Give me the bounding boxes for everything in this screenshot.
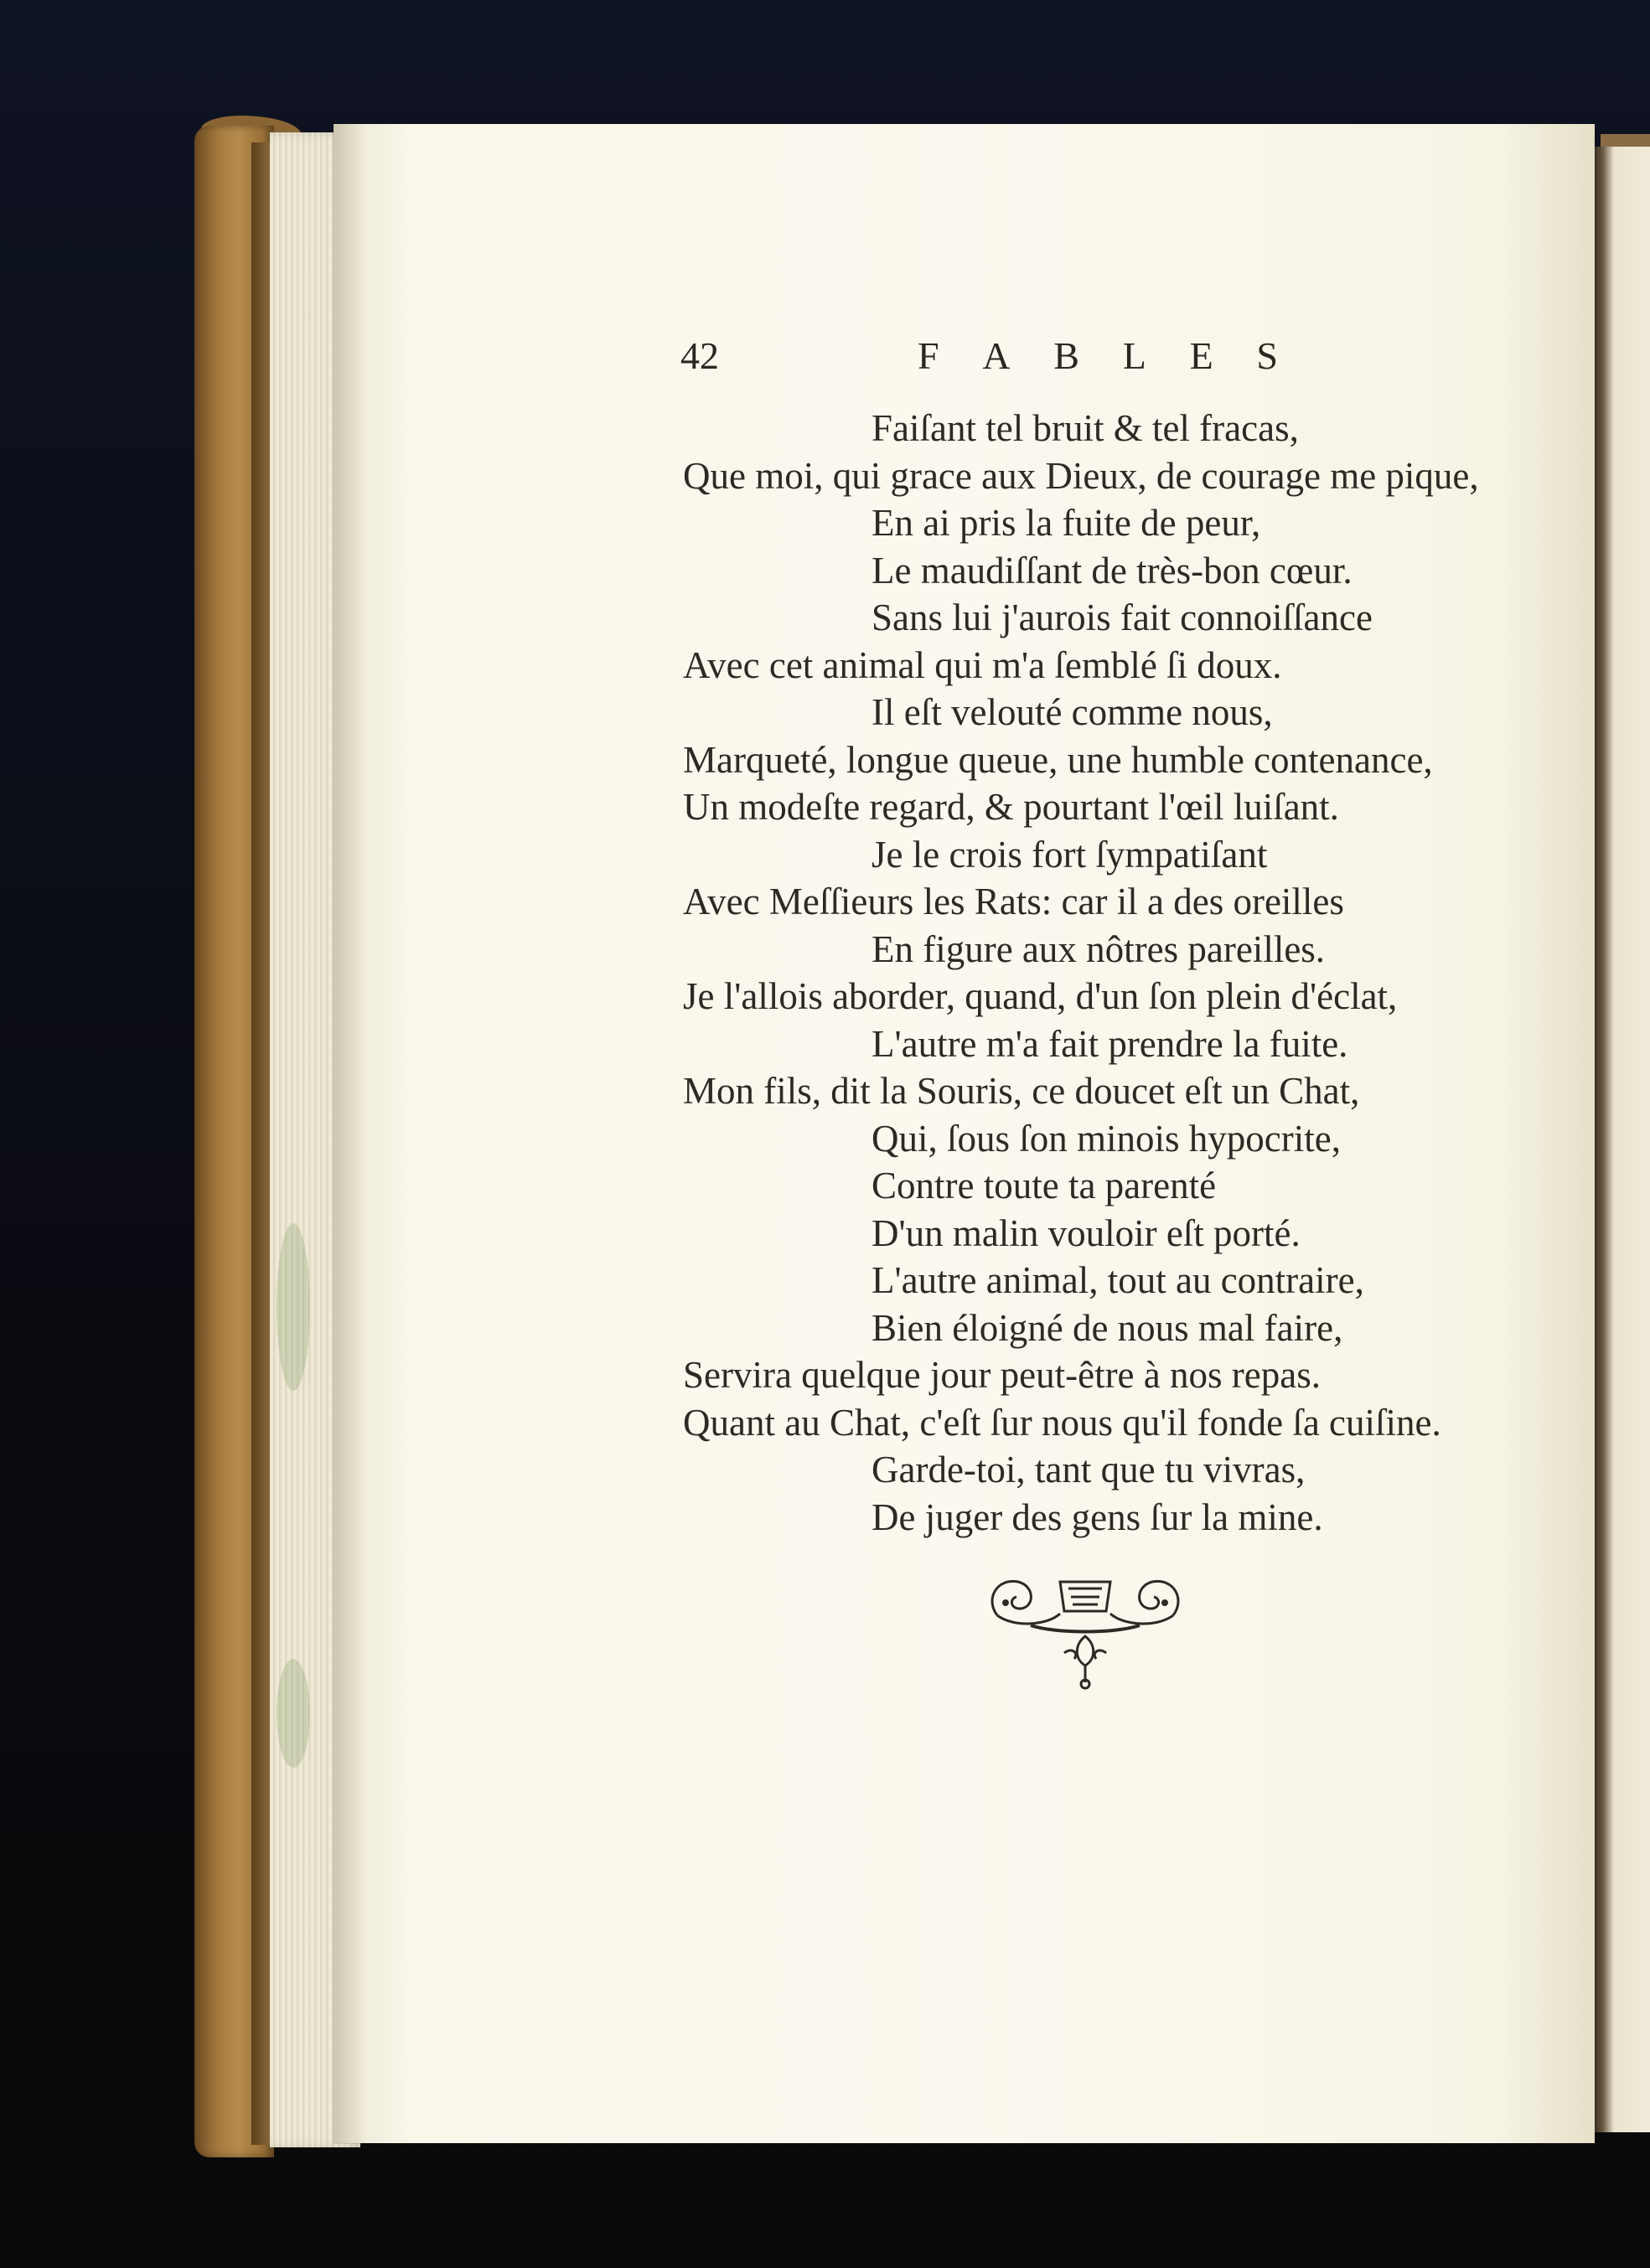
verse-line: Marqueté, longue queue, une humble contenance, [683, 738, 1433, 781]
facing-page-edge [1595, 147, 1650, 2132]
verse-line: L'autre animal, tout au contraire, [872, 1259, 1364, 1301]
verse-line: Bien éloigné de nous mal faire, [872, 1306, 1343, 1349]
verse-line: En ai pris la fuite de peur, [872, 502, 1261, 544]
verse-line: D'un malin vouloir eſt porté. [872, 1211, 1301, 1254]
page-number: 42 [680, 334, 719, 377]
verse-line: Je le crois fort ſympatiſant [872, 833, 1268, 876]
verse-line: Que moi, qui grace aux Dieux, de courage me pique, [683, 454, 1479, 497]
verse-line: Qui, ſous ſon minois hypocrite, [872, 1117, 1341, 1160]
verse-line: En figure aux nôtres pareilles. [872, 927, 1326, 970]
verse-line: Je l'allois aborder, quand, d'un ſon plein d'éclat, [683, 975, 1398, 1017]
verse-line: Quant au Chat, c'eſt ſur nous qu'il fonde ſa cuiſine. [683, 1401, 1441, 1444]
verse-line: Servira quelque jour peut-être à nos repas. [683, 1354, 1321, 1396]
verse-line: De juger des gens ſur la mine. [872, 1496, 1323, 1538]
page-edge-stain [277, 1659, 310, 1768]
gutter-shadow [334, 124, 367, 2143]
verse-line: Garde-toi, tant que tu vivras, [872, 1449, 1306, 1490]
verse-line: L'autre m'a fait prendre la fuite. [872, 1022, 1348, 1065]
running-title-letter: F [918, 334, 939, 377]
running-title [918, 333, 1278, 378]
verse-line: Avec cet animal qui m'a ſemblé ſi doux. [683, 643, 1282, 686]
fable-verse [683, 405, 1504, 1541]
running-title-letter: B [1053, 334, 1079, 377]
verse-line: Mon fils, dit la Souris, ce doucet eſt un Chat, [683, 1070, 1360, 1112]
tailpiece-scroll-ornament-icon [980, 1565, 1190, 1695]
verse-line: Un modeſte regard, & pourtant l'œil luiſant. [683, 786, 1339, 828]
page-edge-stain [277, 1223, 310, 1391]
running-title-letter: L [1122, 334, 1146, 377]
verse-line: Sans lui j'aurois fait connoiſſance [872, 597, 1373, 638]
running-title-letter: A [982, 334, 1011, 377]
verse-line: Contre toute ta parenté [872, 1165, 1217, 1206]
running-title-letter: E [1189, 334, 1213, 377]
verse-line: Faiſant tel bruit & tel fracas, [872, 407, 1299, 449]
verse-line: Le maudiſſant de très-bon cœur. [872, 549, 1353, 592]
binding-spine-edge [251, 142, 272, 2145]
verse-line: Avec Meſſieurs les Rats: car il a des oreilles [683, 881, 1344, 922]
verse-line: Il eſt velouté comme nous, [872, 691, 1273, 733]
running-title-letter: S [1256, 334, 1278, 377]
